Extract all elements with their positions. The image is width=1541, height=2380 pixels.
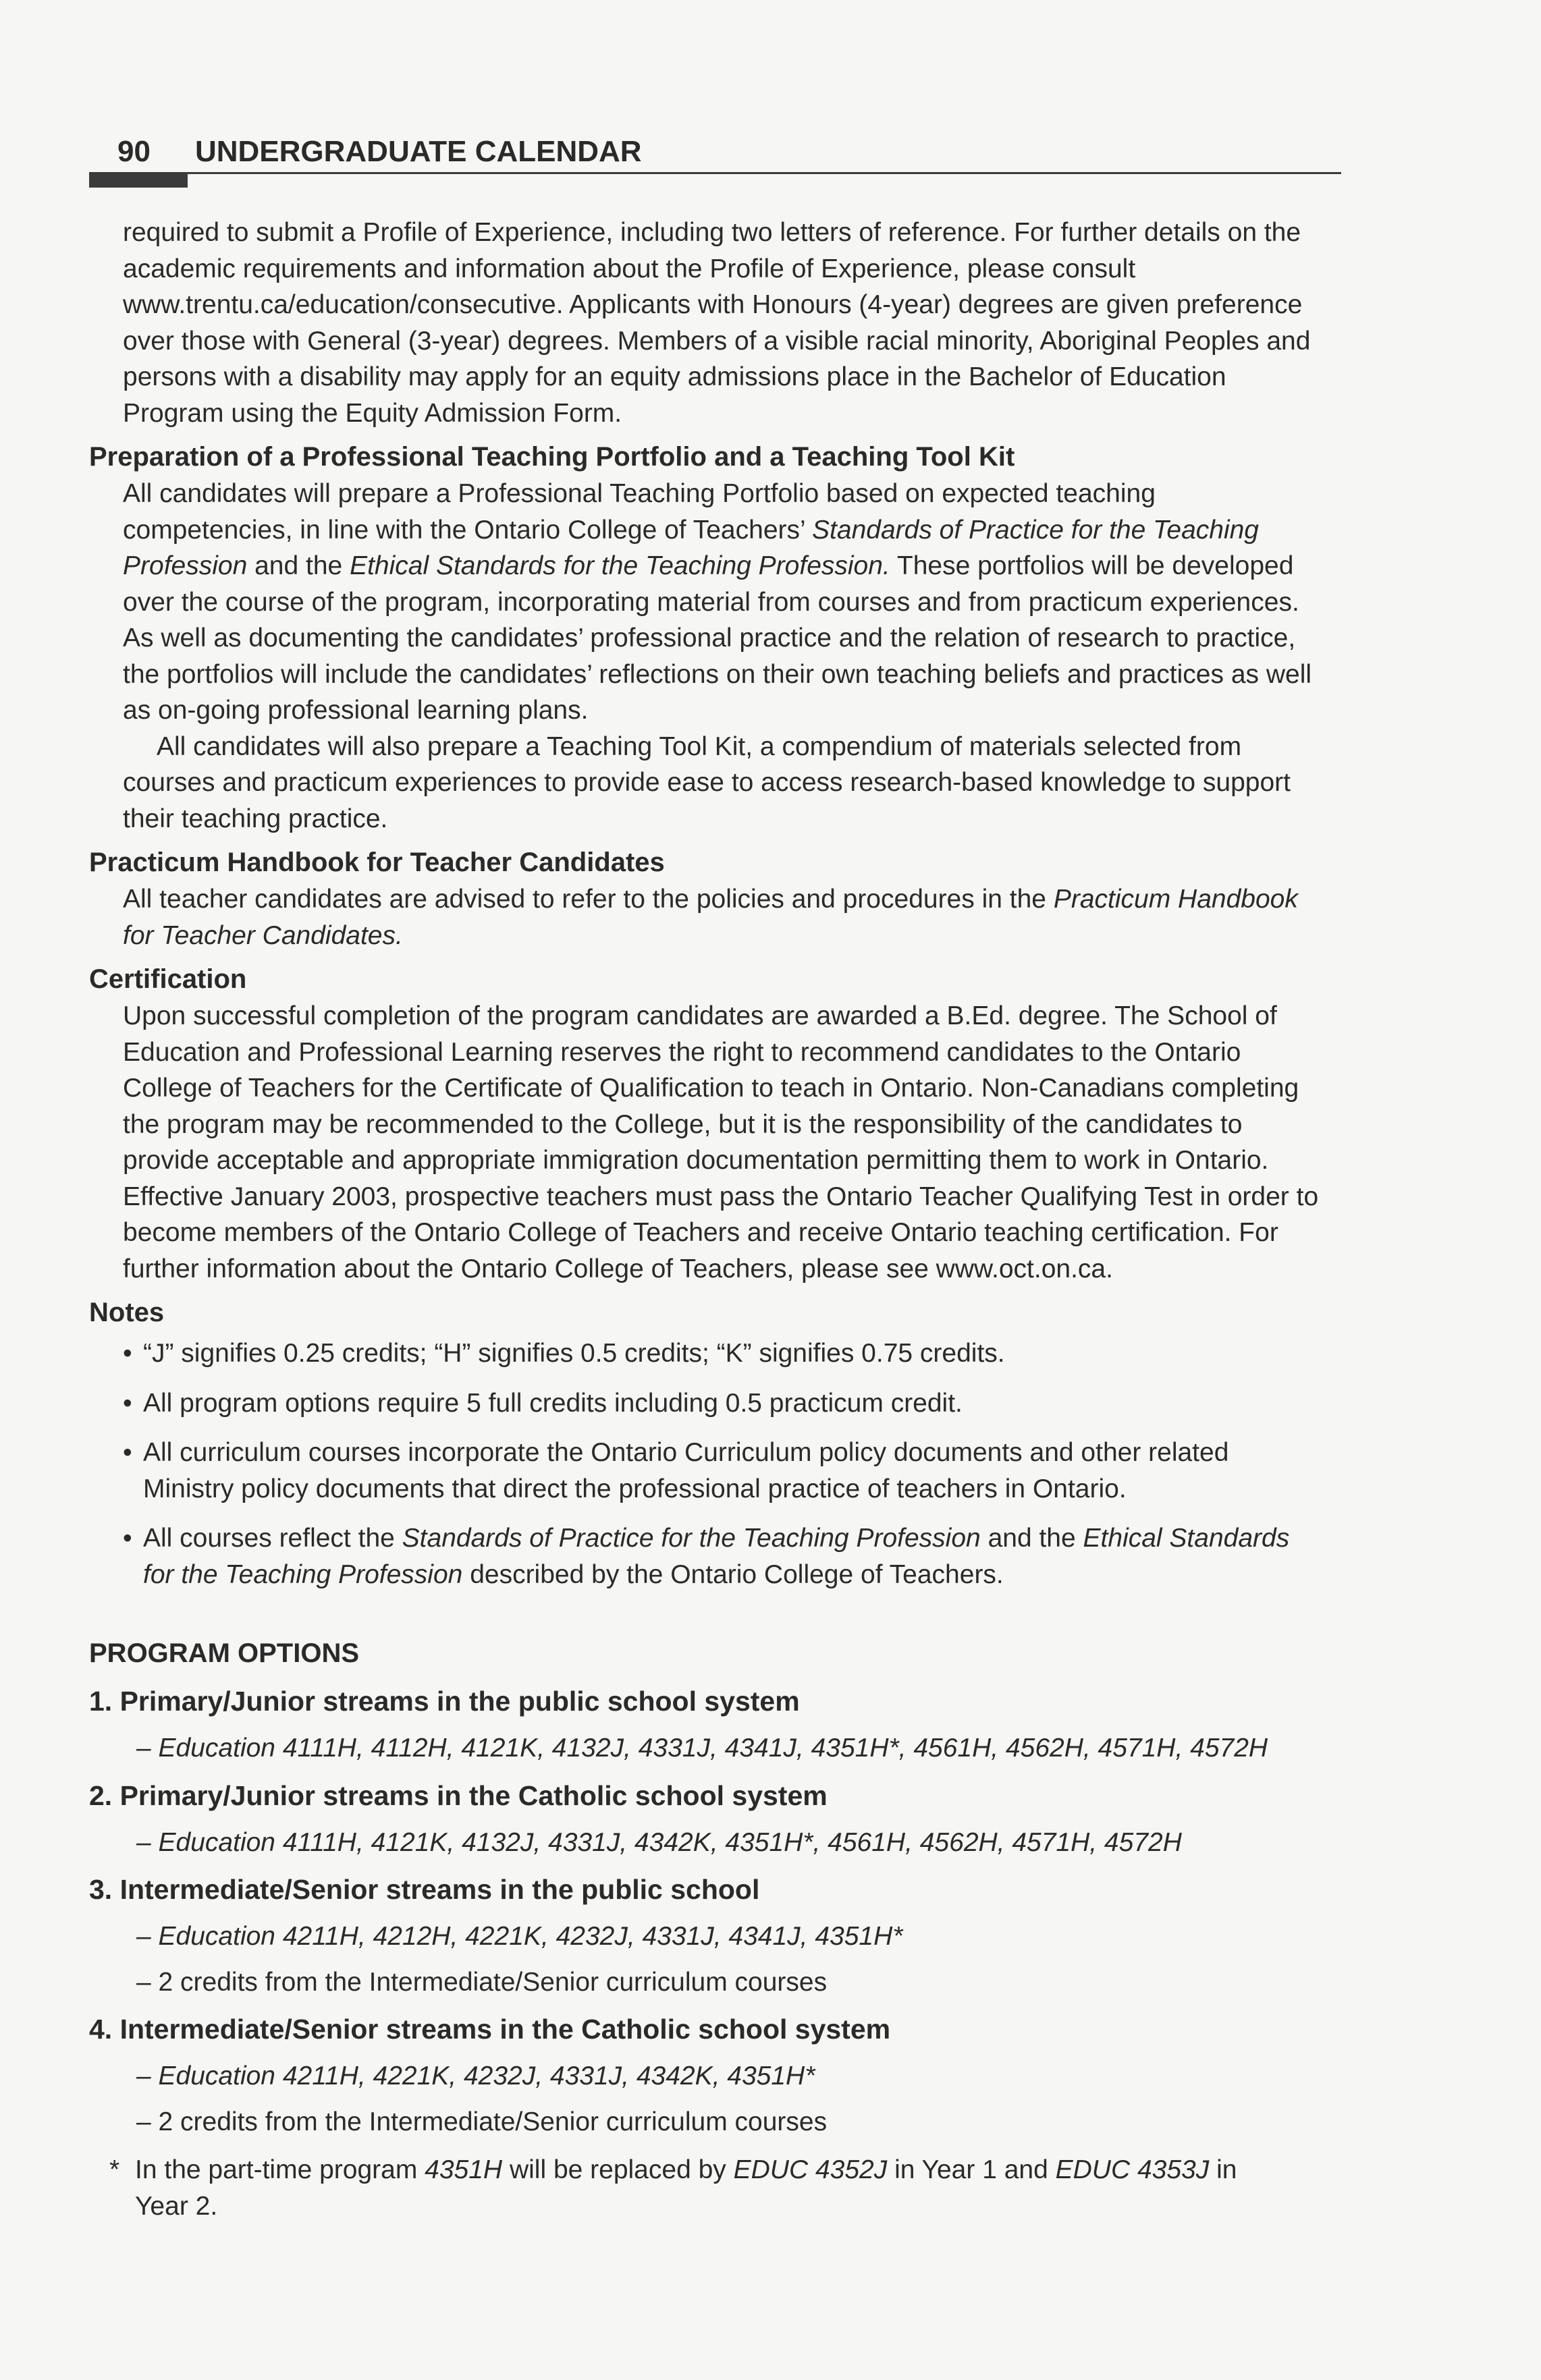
- bullet-icon: •: [123, 1438, 132, 1467]
- option-title: 1. Primary/Junior streams in the public school system: [89, 1686, 800, 1717]
- note-ethical: Ethical Standards for the Teaching Profession: [143, 1524, 1290, 1589]
- certification-paragraph: Upon successful completion of the program candidates are awarded a B.Ed. degree. The School of Education and Professional Learning reserves the right to recommend candidates to the Ontario College of Teachers for the Certificate of Qualification to teach in Ontario. Non-Canadians completing the program may be recommended to the College, but it is the responsibility of the candidates to provide acceptable and appropriate immigration documentation permitting them to work in Ontario. Effective January 2003, prospective teachers must pass the Ontario Teacher Qualifying Test in order to become members of the Ontario College of Teachers and receive Ontario teaching certification. For further information about the Ontario College of Teachers, please see www.oct.on.ca.: [123, 1001, 1319, 1283]
- option-courses: – Education 4111H, 4121K, 4132J, 4331J, 4342K, 4351H*, 4561H, 4562H, 4571H, 4572H: [136, 1827, 1182, 1857]
- portfolio-p1-a: All candidates will prepare a Professional Teaching Portfolio based on expected teaching competencies, in line with the Ontario College of Teachers’: [123, 479, 1156, 545]
- program-option-2: [89, 1776, 1345, 1861]
- list-item: [123, 1520, 1345, 1593]
- program-option-3: [89, 1870, 1345, 2000]
- note-text-b: and the: [980, 1524, 1083, 1553]
- practicum-text: All teacher candidates are advised to refer to the policies and procedures in the: [123, 885, 1054, 914]
- notes-heading: Notes: [89, 1298, 165, 1327]
- header-rule-block: [89, 174, 188, 188]
- note-text-c: described by the Ontario College of Teachers.: [462, 1559, 1004, 1589]
- list-item: [123, 1435, 1345, 1507]
- option-title: 4. Intermediate/Senior streams in the Catholic school system: [89, 2014, 891, 2045]
- note-text: “J” signifies 0.25 credits; “H” signifies 0.5 credits; “K” signifies 0.75 credits.: [143, 1339, 1005, 1368]
- asterisk: *: [109, 2155, 120, 2184]
- option-courses: – Education 4211H, 4212H, 4221K, 4232J, 4331J, 4341J, 4351H*: [136, 1922, 903, 1951]
- portfolio-paragraph-2: All candidates will also prepare a Teaching Tool Kit, a compendium of materials selected from courses and practicum experiences to provide ease to access research-based knowledge to support their teaching practice.: [123, 731, 1291, 833]
- footnote-c: in Year 1 and: [887, 2155, 1056, 2184]
- option-extra: – 2 credits from the Intermediate/Senior curriculum courses: [136, 2107, 828, 2136]
- program-option-4: [89, 2010, 1345, 2140]
- option-extra: – 2 credits from the Intermediate/Senior curriculum courses: [136, 1967, 828, 1997]
- note-standards: Standards of Practice for the Teaching Profession: [402, 1524, 981, 1553]
- bullet-icon: •: [123, 1524, 132, 1553]
- option-title: 3. Intermediate/Senior streams in the public school: [89, 1874, 760, 1905]
- practicum-section: [89, 843, 1345, 953]
- bullet-icon: •: [123, 1388, 132, 1418]
- header-title: UNDERGRADUATE CALENDAR: [194, 135, 642, 168]
- portfolio-heading: Preparation of a Professional Teaching Portfolio and a Teaching Tool Kit: [89, 442, 1015, 472]
- portfolio-p1-standards: Standards of Practice for the Teaching Profession: [123, 515, 1259, 580]
- practicum-handbook-title: Practicum Handbook for Teacher Candidates.: [123, 885, 1298, 950]
- list-item: [123, 1335, 1345, 1372]
- footnote-course-2: EDUC 4352J: [733, 2155, 888, 2184]
- program-option-1: [89, 1682, 1345, 1767]
- program-footnote: [89, 2152, 1345, 2224]
- notes-section: [89, 1294, 1345, 1593]
- note-text: All program options require 5 full credits including 0.5 practicum credit.: [143, 1388, 963, 1418]
- footnote-b: will be replaced by: [502, 2155, 734, 2184]
- page-number: 90: [117, 135, 151, 168]
- option-courses: – Education 4211H, 4221K, 4232J, 4331J, 4342K, 4351H*: [136, 2061, 815, 2091]
- page-header: [117, 121, 1339, 169]
- portfolio-paragraph-1: [89, 476, 1345, 729]
- practicum-paragraph: [89, 881, 1345, 953]
- footnote-d: in Year 2.: [135, 2155, 1237, 2221]
- note-text-a: All courses reflect the: [143, 1524, 402, 1553]
- option-title: 2. Primary/Junior streams in the Catholic school system: [89, 1779, 828, 1811]
- note-text: All curriculum courses incorporate the Ontario Curriculum policy documents and other related Ministry policy documents that direct the professional practice of teachers in Ontario.: [143, 1438, 1229, 1503]
- notes-list: [89, 1335, 1345, 1593]
- footnote-course-1: 4351H: [425, 2155, 503, 2184]
- portfolio-p1-c: These portfolios will be developed over the course of the program, incorporating material from courses and from practicum experiences. As well as documenting the candidates’ professional practice and the relation of research to practice, the portfolios will include the candidates’ reflections on their own teaching beliefs and practices as well as on-going professional learning plans.: [123, 551, 1312, 725]
- footnote-course-3: EDUC 4353J: [1055, 2155, 1210, 2184]
- portfolio-p1-ethical: Ethical Standards for the Teaching Profession.: [350, 551, 890, 580]
- page-body: [89, 215, 1345, 2224]
- program-options-heading: PROGRAM OPTIONS: [89, 1638, 360, 1668]
- list-item: [123, 1385, 1345, 1422]
- footnote-text: [109, 2152, 1291, 2224]
- certification-section: [89, 960, 1345, 1287]
- portfolio-section: [89, 438, 1345, 837]
- option-courses: – Education 4111H, 4112H, 4121K, 4132J, 4331J, 4341J, 4351H*, 4561H, 4562H, 4571H, 4572H: [136, 1734, 1268, 1763]
- header-rule: [89, 172, 1341, 174]
- practicum-heading: Practicum Handbook for Teacher Candidates: [89, 848, 665, 877]
- bullet-icon: •: [123, 1339, 132, 1368]
- portfolio-p1-b: and the: [247, 551, 350, 580]
- footnote-a: In the part-time program: [135, 2155, 425, 2184]
- intro-paragraph: required to submit a Profile of Experience, including two letters of reference. For further details on the academic requirements and information about the Profile of Experience, please consult www.trentu.ca/education/consecutive. Applicants with Honours (4-year) degrees are given preference over those with General (3-year) degrees. Members of a visible racial minority, Aboriginal Peoples and persons with a disability may apply for an equity admissions place in the Bachelor of Education Program using the Equity Admission Form.: [123, 218, 1311, 428]
- certification-heading: Certification: [89, 964, 247, 994]
